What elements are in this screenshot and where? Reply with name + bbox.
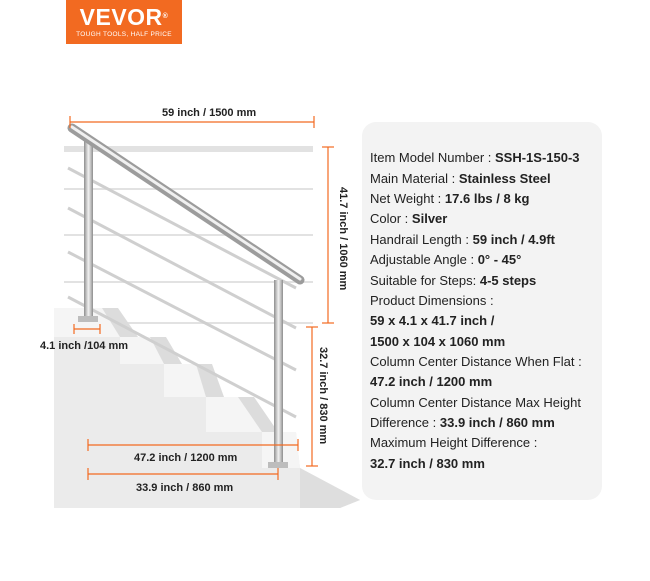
right-height-label: 41.7 inch / 1060 mm xyxy=(337,187,349,291)
spec-line: Main Material : Stainless Steel xyxy=(370,171,551,186)
spec-line: Maximum Height Difference : xyxy=(370,435,538,450)
spec-line: Product Dimensions : xyxy=(370,293,494,308)
top-width-label: 59 inch / 1500 mm xyxy=(162,107,257,119)
spec-line: 32.7 inch / 830 mm xyxy=(370,456,485,471)
right-post xyxy=(274,280,283,466)
spec-line: Difference : 33.9 inch / 860 mm xyxy=(370,415,555,430)
spec-line: Color : Silver xyxy=(370,211,448,226)
spec-line: 1500 x 104 x 1060 mm xyxy=(370,334,506,349)
spec-line: Handrail Length : 59 inch / 4.9ft xyxy=(370,232,556,247)
flat-distance-label: 47.2 inch / 1200 mm xyxy=(134,452,238,464)
spec-line: Item Model Number : SSH-1S-150-3 xyxy=(370,150,580,165)
spec-line: Suitable for Steps: 4-5 steps xyxy=(370,273,537,288)
spec-line: 47.2 inch / 1200 mm xyxy=(370,374,493,389)
brand-name: VEVOR xyxy=(79,4,163,30)
slope-distance-label: 33.9 inch / 860 mm xyxy=(136,482,234,494)
brand-tagline: TOUGH TOOLS, HALF PRICE xyxy=(76,31,172,38)
spec-line: Adjustable Angle : 0° - 45° xyxy=(370,252,522,267)
lower-height-label: 32.7 inch / 830 mm xyxy=(317,347,329,445)
staircase xyxy=(54,308,360,508)
left-post xyxy=(84,140,93,318)
vevor-logo: VEVOR® TOUGH TOOLS, HALF PRICE xyxy=(66,0,182,44)
spec-line: Column Center Distance When Flat : xyxy=(370,354,582,369)
spec-line: Column Center Distance Max Height xyxy=(370,395,581,410)
spec-line: 59 x 4.1 x 41.7 inch / xyxy=(370,313,495,328)
base-plate-label: 4.1 inch /104 mm xyxy=(40,340,129,352)
spec-line: Net Weight : 17.6 lbs / 8 kg xyxy=(370,191,530,206)
